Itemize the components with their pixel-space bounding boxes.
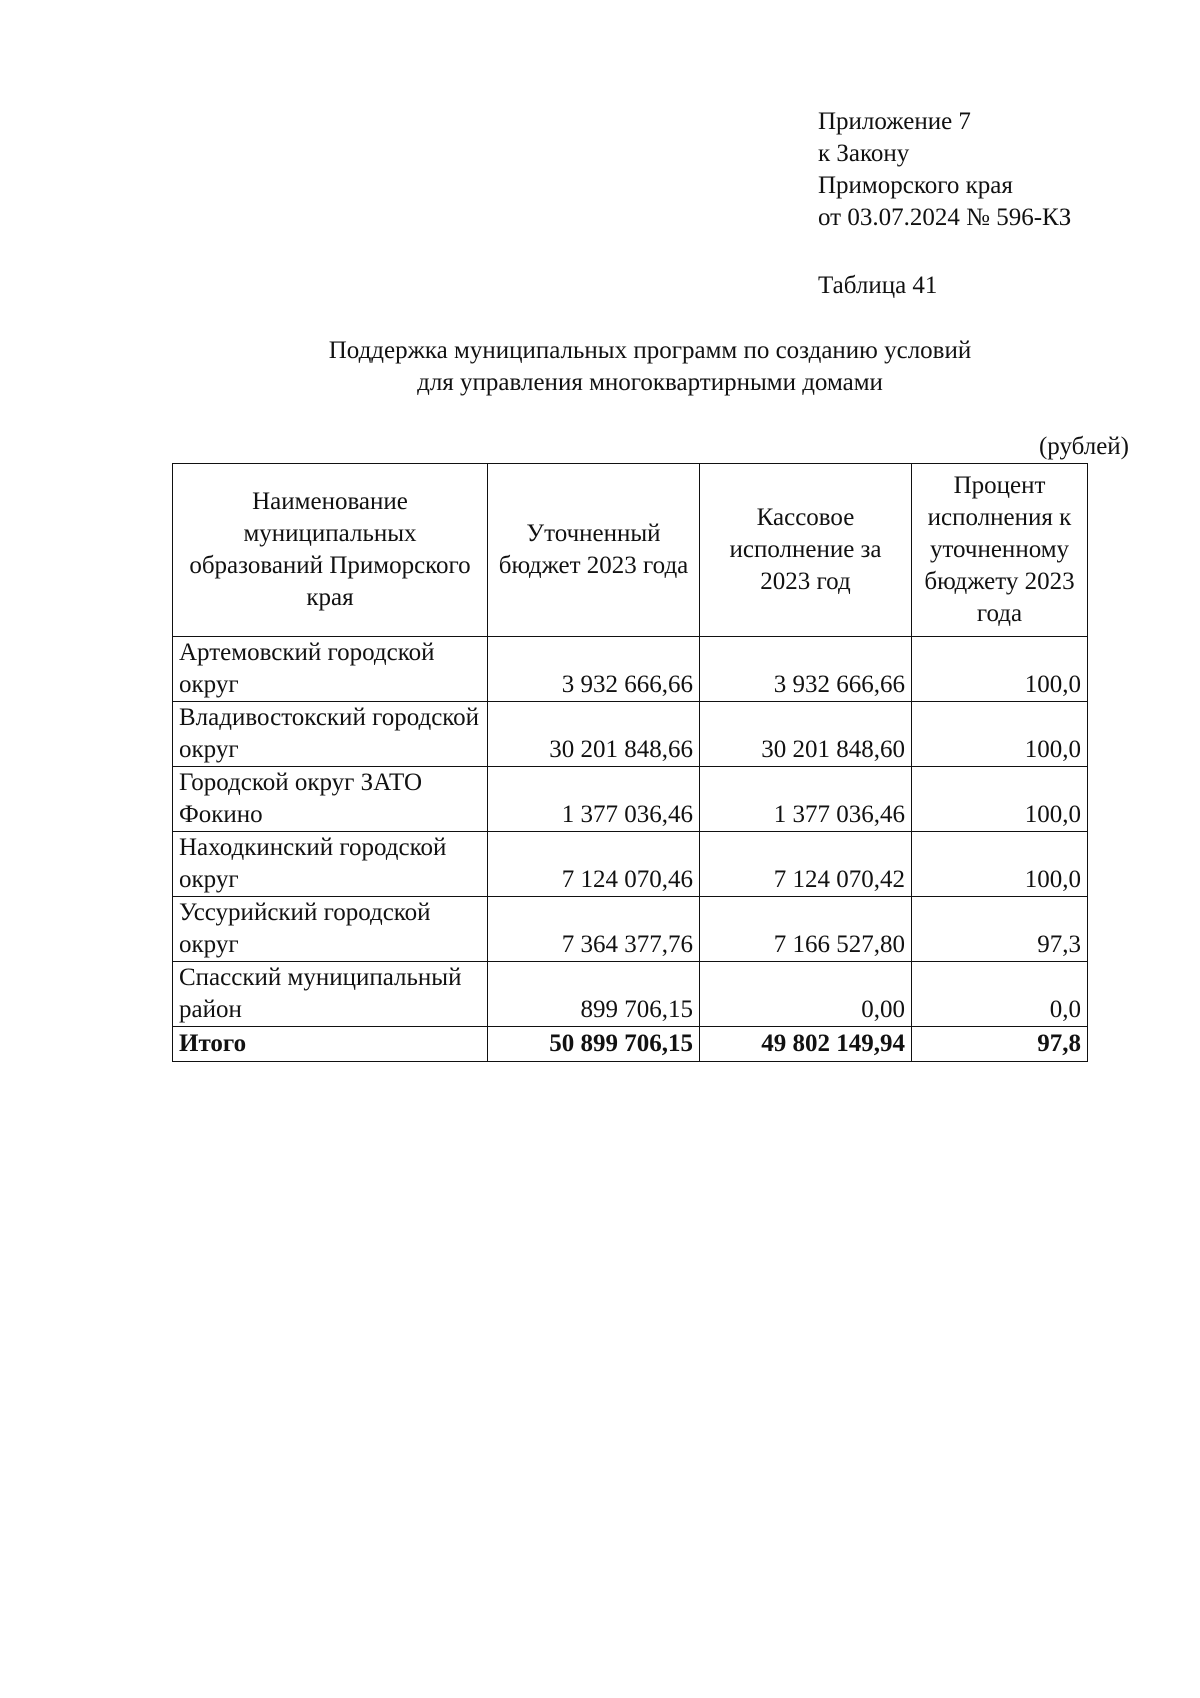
total-label: Итого (173, 1027, 488, 1062)
cell-percent: 100,0 (912, 767, 1088, 832)
appendix-line: к Закону (818, 140, 910, 167)
cell-percent: 97,3 (912, 897, 1088, 962)
table-header-row (173, 464, 1088, 637)
table-row (173, 897, 1088, 962)
cell-budget: 7 364 377,76 (488, 897, 700, 962)
title-line-1: Поддержка муниципальных программ по созданию условий (328, 337, 972, 364)
cell-executed: 7 166 527,80 (700, 897, 912, 962)
title-line-2: для управления многоквартирными домами (417, 369, 883, 396)
cell-percent: 100,0 (912, 637, 1088, 702)
table-number: Таблица 41 (818, 272, 938, 299)
cell-executed: 3 932 666,66 (700, 637, 912, 702)
document-title (170, 335, 1130, 399)
header-executed: Кассовое исполнение за 2023 год (700, 464, 912, 637)
cell-budget: 7 124 070,46 (488, 832, 700, 897)
total-budget: 50 899 706,15 (488, 1027, 700, 1062)
cell-percent: 0,0 (912, 962, 1088, 1027)
units-label: (рублей) (1038, 433, 1129, 460)
header-budget: Уточненный бюджет 2023 года (488, 464, 700, 637)
total-executed: 49 802 149,94 (700, 1027, 912, 1062)
cell-name: Уссурийский городской округ (173, 897, 488, 962)
table-row (173, 832, 1088, 897)
cell-budget: 30 201 848,66 (488, 702, 700, 767)
table-row (173, 962, 1088, 1027)
cell-name: Городской округ ЗАТО Фокино (173, 767, 488, 832)
cell-budget: 1 377 036,46 (488, 767, 700, 832)
table-row (173, 767, 1088, 832)
budget-table (172, 463, 1088, 1062)
cell-executed: 30 201 848,60 (700, 702, 912, 767)
cell-name: Артемовский городской округ (173, 637, 488, 702)
appendix-block (818, 106, 1071, 234)
cell-name: Владивостокский городской округ (173, 702, 488, 767)
table-row (173, 637, 1088, 702)
cell-executed: 0,00 (700, 962, 912, 1027)
cell-budget: 899 706,15 (488, 962, 700, 1027)
cell-name: Спасский муниципальный район (173, 962, 488, 1027)
cell-percent: 100,0 (912, 832, 1088, 897)
cell-executed: 1 377 036,46 (700, 767, 912, 832)
header-percent: Процент исполнения к уточненному бюджету 2023 года (912, 464, 1088, 637)
total-percent: 97,8 (912, 1027, 1088, 1062)
cell-percent: 100,0 (912, 702, 1088, 767)
appendix-line: Приложение 7 (818, 108, 971, 135)
cell-executed: 7 124 070,42 (700, 832, 912, 897)
table-row (173, 702, 1088, 767)
table-total-row (173, 1027, 1088, 1062)
appendix-line: от 03.07.2024 № 596-КЗ (818, 204, 1072, 231)
header-name: Наименование муниципальных образований Приморского края (173, 464, 488, 637)
appendix-line: Приморского края (818, 172, 1013, 199)
cell-name: Находкинский городской округ (173, 832, 488, 897)
cell-budget: 3 932 666,66 (488, 637, 700, 702)
